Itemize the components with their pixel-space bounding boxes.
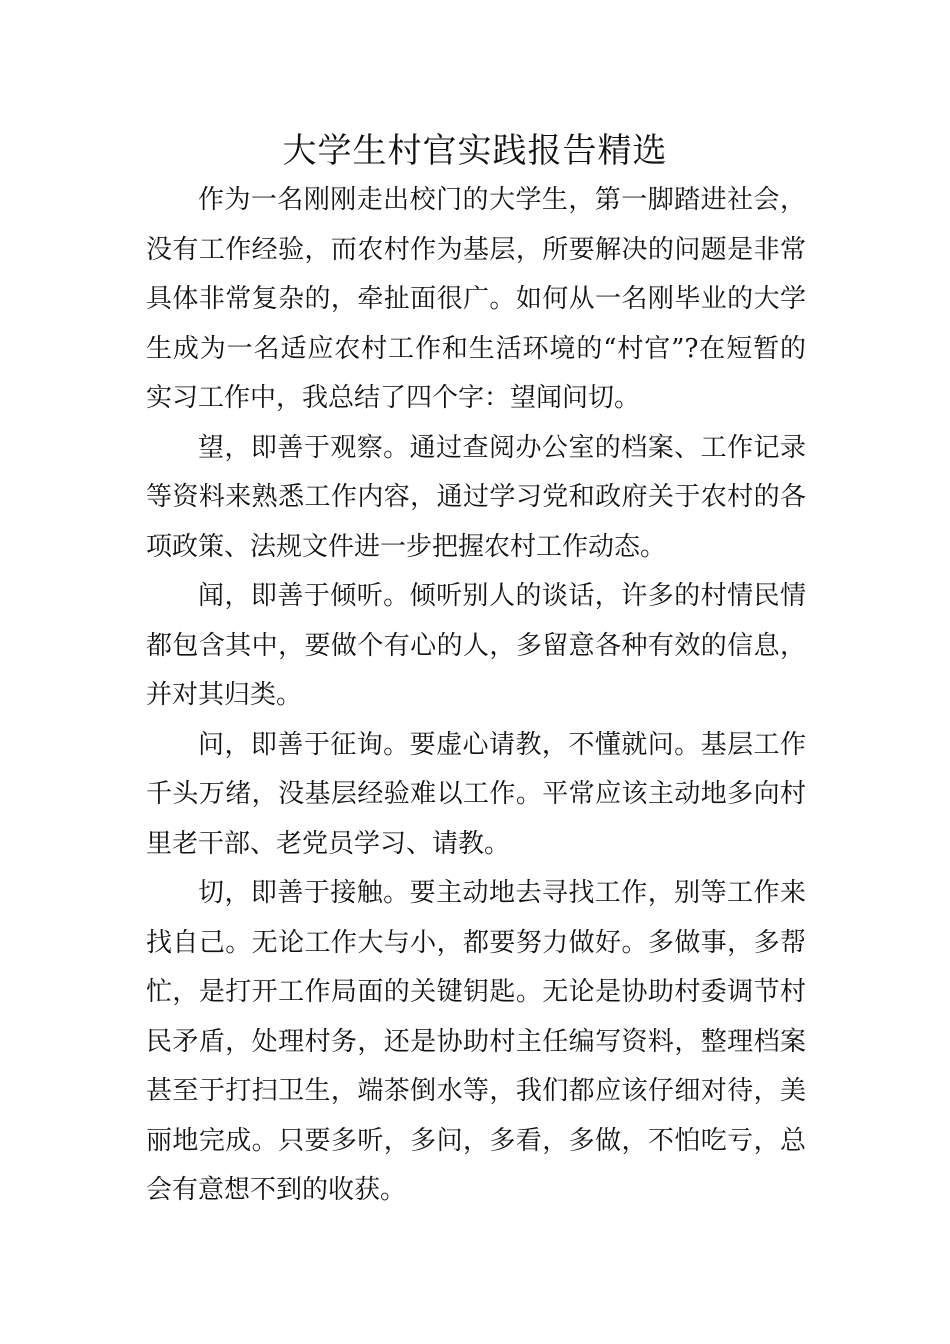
paragraph-ask: 问，即善于征询。要虚心请教，不懂就问。基层工作千头万绪，没基层经验难以工作。平常应该主动地多向村里老干部、老党员学习、请教。: [146, 729, 806, 859]
paragraph-contact: 切，即善于接触。要主动地去寻找工作，别等工作来找自己。无论工作大与小，都要努力做好。多做事，多帮忙，是打开工作局面的关键钥匙。无论是协助村委调节村民矛盾，处理村务，还是协助村主任编写资料，整理档案甚至于打扫卫生，端茶倒水等，我们都应该仔细对待，美丽地完成。只要多听，多问，多看，多做，不怕吃亏，总会有意想不到的收获。: [146, 878, 806, 1205]
paragraph-intro: 作为一名刚刚走出校门的大学生，第一脚踏进社会，没有工作经验，而农村作为基层，所要解决的问题是非常具体非常复杂的，牵扯面很广。如何从一名刚毕业的大学生成为一名适应农村工作和生活环境的“村官”?在短暂的实习工作中，我总结了四个字：望闻问切。: [146, 185, 806, 413]
document-title: 大学生村官实践报告精选: [282, 131, 668, 171]
paragraph-listen: 闻，即善于倾听。倾听别人的谈话，许多的村情民情都包含其中，要做个有心的人，多留意各种有效的信息，并对其归类。: [146, 581, 806, 710]
document-body: [146, 176, 806, 1216]
paragraph-observe: 望，即善于观察。通过查阅办公室的档案、工作记录等资料来熟悉工作内容，通过学习党和政府关于农村的各项政策、法规文件进一步把握农村工作动态。: [146, 432, 806, 562]
